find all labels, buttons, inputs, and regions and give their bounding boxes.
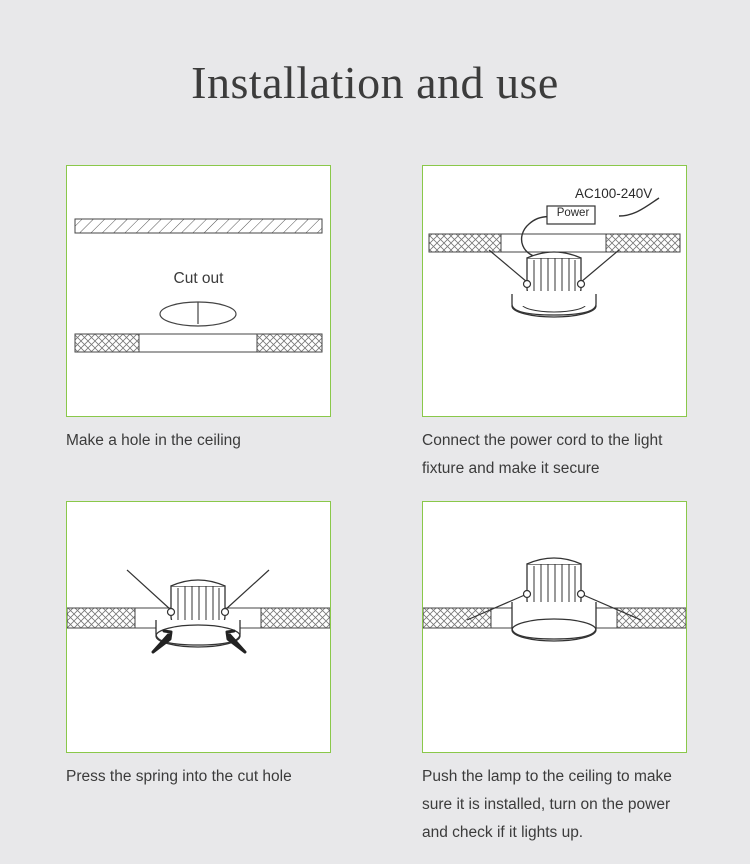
step-3-caption: Press the spring into the cut hole bbox=[66, 768, 292, 785]
step-4-caption: Push the lamp to the ceiling to make sure it is installed, turn on the power and check if it lights up. bbox=[422, 768, 672, 841]
step-1-illustration bbox=[66, 165, 331, 417]
power-connection-diagram bbox=[423, 166, 686, 416]
step-2-cell bbox=[375, 165, 750, 483]
steps-grid bbox=[0, 165, 750, 847]
voltage-label: AC100-240V bbox=[575, 186, 653, 201]
step-1-caption: Make a hole in the ceiling bbox=[66, 432, 241, 449]
page-title: Installation and use bbox=[191, 57, 559, 108]
spring-insert-diagram bbox=[67, 502, 330, 752]
ceiling-cutout-diagram bbox=[67, 166, 330, 416]
step-4-cell bbox=[375, 501, 750, 847]
step-3-cell bbox=[0, 501, 375, 847]
step-1-cell bbox=[0, 165, 375, 483]
lamp-installed-diagram bbox=[423, 502, 686, 752]
cut-out-label: Cut out bbox=[173, 270, 224, 287]
step-2-illustration bbox=[422, 165, 687, 417]
step-2-caption: Connect the power cord to the light fixture and make it secure bbox=[422, 432, 663, 477]
step-4-illustration bbox=[422, 501, 687, 753]
step-3-illustration bbox=[66, 501, 331, 753]
power-box-label: Power bbox=[556, 207, 590, 219]
